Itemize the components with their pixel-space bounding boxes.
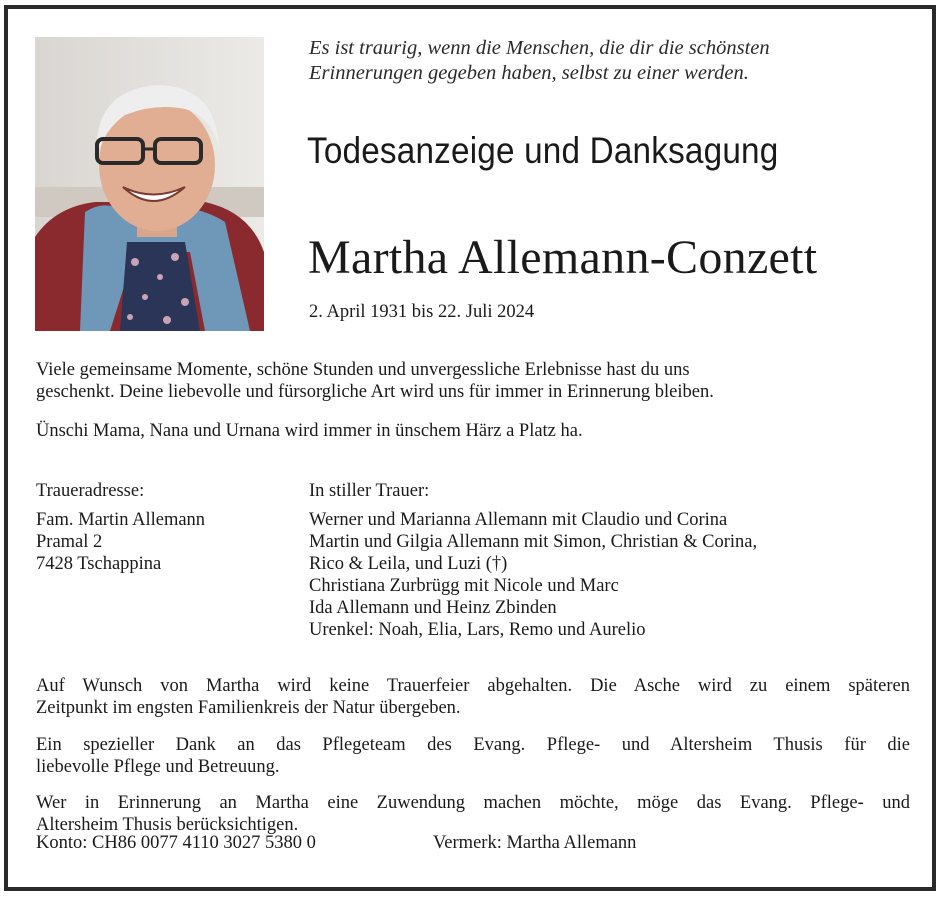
paragraph-line: Viele gemeinsame Momente, schöne Stunden und unvergessliche Erlebnisse hast du uns [36,360,690,380]
notice-heading: Todesanzeige und Danksagung [307,130,779,171]
paragraph-line: Wer in Erinnerung an Martha eine Zuwendung machen möchte, möge das Evang. Pflege- und [36,793,910,813]
life-dates: 2. April 1931 bis 22. Juli 2024 [309,302,535,322]
mourner-line: Martin und Gilgia Allemann mit Simon, Christian & Corina, [309,532,758,552]
portrait-photo [35,37,264,331]
mourners-block [309,480,757,641]
dialect-paragraph [36,420,583,442]
paragraph-line: Ünschi Mama, Nana und Urnana wird immer in ünschem Härz a Platz ha. [36,421,583,441]
mourners-label: In stiller Trauer: [309,481,430,501]
address-label: Traueradresse: [36,481,145,501]
funeral-paragraph [36,675,910,719]
payment-reference: Vermerk: Martha Allemann [433,833,637,853]
address-block [36,480,205,575]
mourner-line: Christiana Zurbrügg mit Nicole und Marc [309,576,619,596]
paragraph-line: geschenkt. Deine liebevolle und fürsorgliche Art wird uns für immer in Erinnerung bleiben. [36,382,714,402]
mourner-line: Urenkel: Noah, Elia, Lars, Remo und Aurelio [309,620,646,640]
mourner-line: Ida Allemann und Heinz Zbinden [309,598,557,618]
paragraph-line: Zeitpunkt im engsten Familienkreis der Natur übergeben. [36,698,461,718]
quote-line: Es ist traurig, wenn die Menschen, die dir die schönsten [309,37,770,59]
memories-paragraph [36,359,714,403]
address-line: Fam. Martin Allemann [36,510,206,530]
paragraph-line: Ein spezieller Dank an das Pflegeteam des Evang. Pflege- und Altersheim Thusis für die [36,735,910,755]
quote-line: Erinnerungen gegeben haben, selbst zu einer werden. [309,62,749,84]
address-line: 7428 Tschappina [36,554,162,574]
deceased-name: Martha Allemann-Conzett [308,231,818,284]
paragraph-line: liebevolle Pflege und Betreuung. [36,757,280,777]
bank-account: Konto: CH86 0077 4110 3027 5380 0 [36,833,316,853]
mourner-line: Werner und Marianna Allemann mit Claudio und Corina [309,510,728,530]
donation-paragraph [36,792,910,836]
address-line: Pramal 2 [36,532,103,552]
thanks-paragraph [36,734,910,778]
mourner-line: Rico & Leila, und Luzi (†) [309,554,508,574]
paragraph-line: Auf Wunsch von Martha wird keine Trauerfeier abgehalten. Die Asche wird zu einem späteren [36,676,910,696]
paragraph-line: Altersheim Thusis berücksichtigen. [36,815,299,835]
epigraph-quote [309,36,909,86]
